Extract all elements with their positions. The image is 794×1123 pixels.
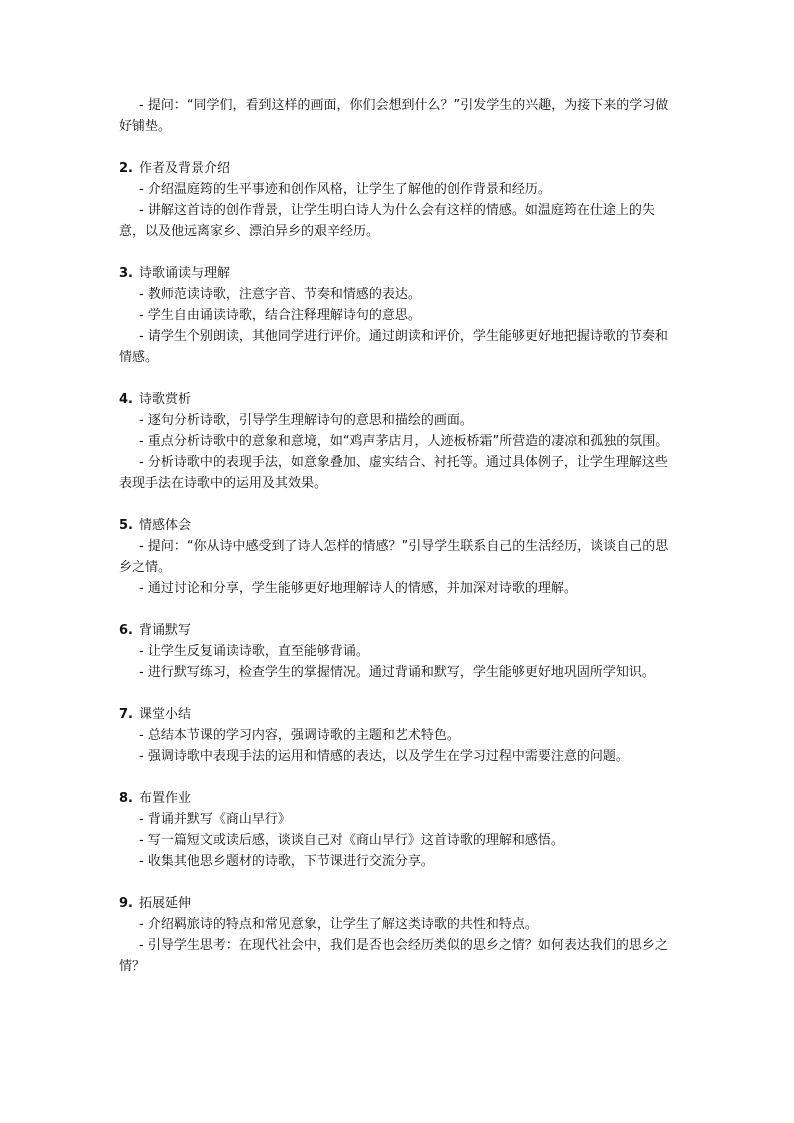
section-title: 诗歌赏析 [139,392,192,407]
section-item: - 进行默写练习，检查学生的掌握情况。通过背诵和默写，学生能够更好地巩固所学知识。 [139,665,655,680]
section-number: 4. [119,392,133,407]
section-number: 8. [119,791,133,806]
section-item: - 学生自由诵读诗歌，结合注释理解诗句的意思。 [139,308,421,323]
intro-block [119,95,679,137]
section-heading [119,704,679,725]
section-number: 7. [119,707,133,722]
section-number: 5. [119,518,133,533]
intro-line: - 提问：“同学们，看到这样的画面，你们会想到什么？”引发学生的兴趣，为接下来的学习做好铺垫。 [119,98,669,134]
section-title: 情感体会 [139,518,192,533]
section-item: - 逐句分析诗歌，引导学生理解诗句的意思和描绘的画面。 [139,413,473,428]
section-title: 布置作业 [139,791,192,806]
section-item: - 引导学生思考：在现代社会中，我们是否也会经历类似的思乡之情？如何表达我们的思乡之情？ [119,938,668,974]
section-item: - 强调诗歌中表现手法的运用和情感的表达，以及学生在学习过程中需要注意的问题。 [139,749,629,764]
section-item: - 写一篇短文或读后感，谈谈自己对《商山早行》这首诗歌的理解和感悟。 [139,833,564,848]
section-item: - 通过讨论和分享，学生能够更好地理解诗人的情感，并加深对诗歌的理解。 [139,581,577,596]
section-5 [119,515,679,599]
section-number: 6. [119,623,133,638]
section-6 [119,620,679,683]
section-heading [119,389,679,410]
section-title: 背诵默写 [139,623,192,638]
section-item: - 收集其他思乡题材的诗歌，下节课进行交流分享。 [139,854,434,869]
section-number: 2. [119,161,133,176]
section-heading [119,263,679,284]
document-page [119,95,679,977]
section-heading [119,620,679,641]
section-item: - 总结本节课的学习内容，强调诗歌的主题和艺术特色。 [139,728,460,743]
section-item: - 分析诗歌中的表现手法，如意象叠加、虚实结合、衬托等。通过具体例子，让学生理解这些表现手法在诗歌中的运用及其效果。 [119,455,668,491]
section-item: - 介绍羁旅诗的特点和常见意象，让学生了解这类诗歌的共性和特点。 [139,917,538,932]
section-title: 作者及背景介绍 [139,161,231,176]
section-title: 拓展延伸 [139,896,192,911]
section-item: - 让学生反复诵读诗歌，直至能够背诵。 [139,644,369,659]
section-heading [119,515,679,536]
section-item: - 教师范读诗歌，注意字音、节奏和情感的表达。 [139,287,421,302]
section-heading [119,893,679,914]
section-7 [119,704,679,767]
section-item: - 提问：“你从诗中感受到了诗人怎样的情感？”引导学生联系自己的生活经历，谈谈自己的思乡之情。 [119,539,669,575]
section-title: 课堂小结 [139,707,192,722]
section-item: - 介绍温庭筠的生平事迹和创作风格，让学生了解他的创作背景和经历。 [139,182,551,197]
section-4 [119,389,679,494]
section-heading [119,788,679,809]
section-number: 9. [119,896,133,911]
section-item: - 讲解这首诗的创作背景，让学生明白诗人为什么会有这样的情感。如温庭筠在仕途上的失意，以及他远离家乡、漂泊异乡的艰辛经历。 [119,203,655,239]
section-item: - 背诵并默写《商山早行》 [139,812,291,827]
section-2 [119,158,679,242]
section-heading [119,158,679,179]
section-8 [119,788,679,872]
section-item: - 请学生个别朗读，其他同学进行评价。通过朗读和评价，学生能够更好地把握诗歌的节奏和情感。 [119,329,668,365]
section-item: - 重点分析诗歌中的意象和意境，如“鸡声茅店月，人迹板桥霜”所营造的凄凉和孤独的氛围。 [139,434,669,449]
section-3 [119,263,679,368]
section-title: 诗歌诵读与理解 [139,266,231,281]
section-9 [119,893,679,977]
section-number: 3. [119,266,133,281]
